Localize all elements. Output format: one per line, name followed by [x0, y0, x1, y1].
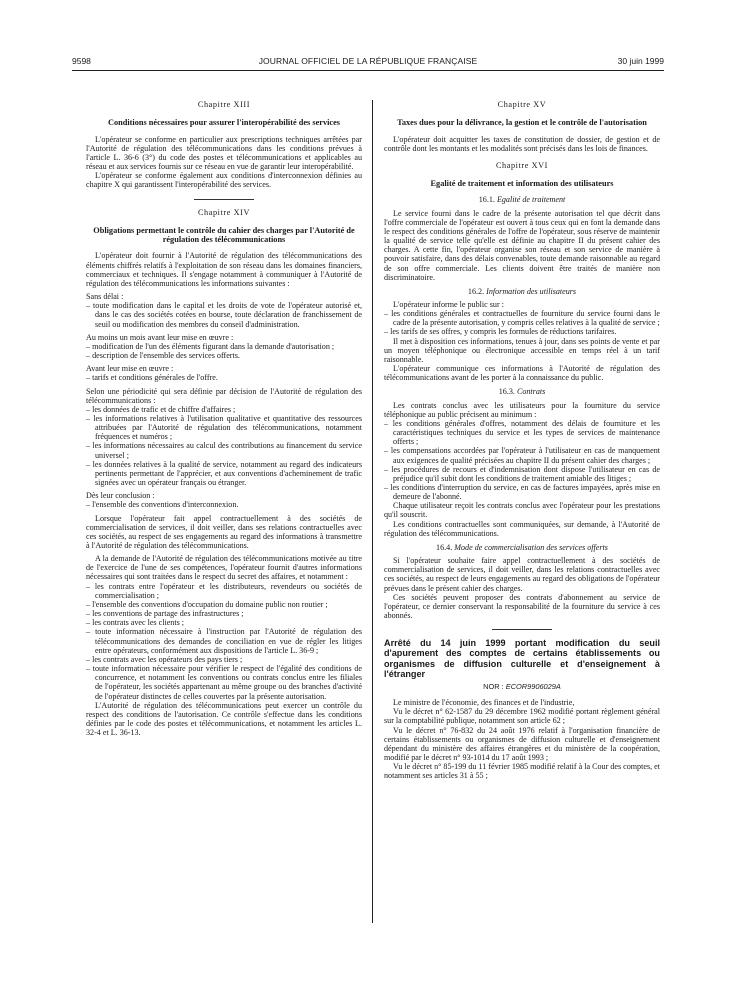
page-number: 9598 — [72, 56, 91, 66]
list-item: – les contrats entre l'opérateur et les distributeurs, revendeurs ou sociétés de commercialisation ; — [86, 582, 362, 600]
list-item: – les procédures de recours et d'indemnisation dont dispose l'utilisateur en cas de préjudice qu'il subit dont les conditions de traitement amiable des litiges ; — [384, 465, 660, 483]
paragraph: Vu le décret n° 62-1587 du 29 décembre 1962 modifié portant règlement général sur la comptabilité publique, notamment son article 62 ; — [384, 707, 660, 726]
paragraph: L'opérateur doit acquitter les taxes de constitution de dossier, de gestion et de contrôle dont les montants et les modalités sont précisés dans les lois de finances. — [384, 134, 660, 153]
paragraph: L'opérateur doit fournir à l'Autorité de régulation des télécommunications des éléments chiffrés relatifs à l'exploitation de son réseau dans les domaines financiers, commerciaux et techniques. Il s'engage notamment à communiquer à l'Autorité de régulation des télécommunications les informations suivantes : — [86, 251, 362, 288]
section-16-2-heading: 16.2. Information des utilisateurs — [467, 286, 577, 296]
list-item: – les conditions générales d'offres, notamment des délais de fourniture et les caractéristiques techniques du service et les types de services de maintenance offerts ; — [384, 419, 660, 446]
chapter-xvi-label: Chapitre XVI — [496, 160, 548, 170]
issue-date: 30 juin 1999 — [617, 56, 664, 66]
contracts-list — [384, 419, 660, 501]
list-item: – les conditions d'interruption du service, en cas de factures impayées, après mise en demeure de l'abonné. — [384, 483, 660, 501]
avant-list — [86, 373, 362, 382]
list-item: – l'ensemble des conventions d'interconnexion. — [86, 500, 362, 509]
paragraph: L'opérateur se conforme également aux conditions d'interconnexion définies au chapitre X qui garantissent l'interopérabilité des services. — [86, 171, 362, 190]
left-column — [86, 100, 362, 737]
chapter-xiii-title: Conditions nécessaires pour assurer l'interopérabilité des services — [107, 118, 340, 128]
list-item: – les conditions générales et contractuelles de fourniture du service fourni dans le cadre de la présente autorisation, y compris celles relatives à la qualité de service ; — [384, 309, 660, 327]
chapter-xiv-label: Chapitre XIV — [198, 207, 250, 217]
list-label: Au moins un mois avant leur mise en œuvre : — [86, 332, 234, 342]
list-item: – description de l'ensemble des services offerts. — [86, 351, 362, 360]
list-item: – les informations relatives à l'utilisation qualitative et quantitative des ressources attribuées par l'Autorité de régulation des télécommunications, notamment fréquences et numéros ; — [86, 414, 362, 441]
paragraph: Ces sociétés peuvent proposer des contrats d'abonnement au service de l'opérateur, ce dernier conservant la responsabilité de la fourniture du service à ces abonnés. — [384, 592, 660, 620]
paragraph: L'opérateur informe le public sur : — [393, 300, 504, 309]
arrete-title: Arrêté du 14 juin 1999 portant modification du seuil d'apurement des comptes de certains établissements ou organismes de diffusion culturelle et d'enseignement à l'étranger — [384, 638, 660, 679]
paragraph: L'opérateur communique ces informations à l'Autorité de régulation des télécommunications avant de les porter à la connaissance du public. — [384, 364, 660, 383]
conclusion-list — [86, 500, 362, 509]
list-item: – les données relatives à la qualité de service, notamment au regard des indicateurs pertinents permettant de l'apprécier, et aux conventions d'acheminement de trafic signées avec un opérateur français ou étranger. — [86, 460, 362, 487]
paragraph: Le service fourni dans le cadre de la présente autorisation tel que décrit dans l'offre commerciale de l'opérateur est ouvert à tous ceux qui en font la demande dans le respect des conditions générales de l'offre de l'opérateur, sous réserve de maintenir la qualité de service telle qu'elle est définie au chapitre II du présent cahier des charges. A cette fin, l'opérateur organise son réseau et son service de manière à pouvoir satisfaire, dans des délais convenables, toute demande raisonnable au regard de son offre commerciale. Les clients doivent être traités de manière non discriminatoire. — [384, 208, 660, 282]
section-16-4-heading: 16.4. Mode de commercialisation des services offerts — [436, 542, 608, 552]
nor-reference — [384, 682, 660, 691]
paragraph: Vu le décret n° 85-199 du 11 février 1985 modifié relatif à la Cour des comptes, et notamment ses articles 31 à 55 ; — [384, 762, 660, 781]
list-item: – les contrats avec les clients ; — [86, 618, 362, 627]
list-item: – les données de trafic et de chiffre d'affaires ; — [86, 405, 362, 414]
paragraph: Si l'opérateur souhaite faire appel contractuellement à des sociétés de commercialisation de services, il doit veiller, dans les relations contractuelles avec ces sociétés, au respect de leurs engagements au regard des obligations de l'opérateur prévues dans le présent cahier des charges. — [384, 556, 660, 593]
nor-label: NOR : — [483, 681, 504, 691]
list-item: – toute information nécessaire à l'instruction par l'Autorité de régulation des télécommunications des demandes de conciliation en vue de régler les litiges entre opérateurs, conformément aux dispositions de l'article L. 36-9 ; — [86, 627, 362, 654]
list-item: – les tarifs de ses offres, y compris les formules de réductions tarifaires. — [384, 327, 660, 336]
paragraph: L'opérateur se conforme en particulier aux prescriptions techniques arrêtées par l'Autorité de régulation des télécommunications dans les conditions prévues à l'article L. 36-6 (3°) du code des postes et télécommunications et applicables au réseau et aux services fournis sur ce réseau en vue de garantir leur interopérabilité. — [86, 134, 362, 172]
right-column — [384, 100, 660, 781]
column-divider — [372, 100, 373, 923]
chapter-xv-label: Chapitre XV — [497, 100, 547, 109]
list-item: – les conventions de partage des infrastructures ; — [86, 609, 362, 618]
paragraph: Les contrats conclus avec les utilisateurs pour la fourniture du service téléphonique au public précisent au minimum : — [384, 400, 660, 419]
section-separator — [492, 629, 552, 630]
paragraph: Vu le décret n° 76-832 du 24 août 1976 relatif à l'organisation financière de certains établissements ou organismes de diffusion culturelle et d'enseignement dépendant du ministère des affaires étrangères et du ministère de la coopération, modifié par le décret n° 93-1014 du 17 août 1993 ; — [384, 725, 660, 763]
paragraph: A la demande de l'Autorité de régulation des télécommunications motivée au titre de l'exercice de l'une de ses compétences, l'opérateur fournit d'autres informations nécessaires qui sont traitées dans le respect du secret des affaires, et notamment : — [86, 554, 362, 582]
list-label: Avant leur mise en œuvre : — [86, 364, 174, 374]
list-item: – les compensations accordées par l'opérateur à l'utilisateur en cas de manquement aux exigences de qualité précisées au chapitre II du présent cahier des charges ; — [384, 446, 660, 464]
section-16-3-heading: 16.3. Contrats — [498, 387, 546, 397]
chapter-xv-title: Taxes dues pour la délivrance, la gestion et le contrôle de l'autorisation — [397, 118, 647, 128]
list-item: – tarifs et conditions générales de l'offre. — [86, 373, 362, 382]
nor-code: ECOR9906029A — [505, 681, 561, 691]
info-list — [384, 309, 660, 336]
running-header — [72, 56, 664, 70]
paragraph: Selon une périodicité qui sera définie par décision de l'Autorité de régulation des télécommunications : — [86, 386, 362, 405]
list-item: – toute information nécessaire pour vérifier le respect de l'égalité des conditions de concurrence, et notamment les conventions ou contrats conclus entre les filiales de l'opérateur, les sociétés appartenant au même groupe ou des branches d'activité de l'opérateur distinctes de celles couvertes par la présente autorisation. — [86, 664, 362, 701]
section-16-1-heading: 16.1. Egalité de traitement — [478, 195, 566, 205]
list-item: – les informations nécessaires au calcul des contributions au financement du service universel ; — [86, 441, 362, 459]
list-item: – les contrats avec les opérateurs des pays tiers ; — [86, 655, 362, 664]
chapter-xvi-title: Egalité de traitement et information des utilisateurs — [430, 179, 614, 189]
header-rule — [72, 70, 664, 71]
sans-delai-list — [86, 301, 362, 328]
paragraph: Chaque utilisateur reçoit les contrats conclus avec l'opérateur pour les prestations qu'il souscrit. — [384, 501, 660, 520]
periodicite-list — [86, 405, 362, 487]
un-mois-list — [86, 342, 362, 360]
list-item: – modification de l'un des éléments figurant dans la demande d'autorisation ; — [86, 342, 362, 351]
demande-list — [86, 582, 362, 701]
list-item: – toute modification dans le capital et les droits de vote de l'opérateur autorisé et, dans le cas des sociétés cotées en bourse, toute déclaration de franchissement de seuil ou modification des membres du conseil d'administration. — [86, 301, 362, 328]
chapter-xiv-title: Obligations permettant le contrôle du cahier des charges par l'Autorité de régulation des télécommunications — [93, 225, 355, 245]
list-item: – l'ensemble des conventions d'occupation du domaine public non routier ; — [86, 600, 362, 609]
chapter-xiii-label: Chapitre XIII — [197, 100, 251, 109]
section-separator — [194, 199, 254, 200]
paragraph: Il met à disposition ces informations, tenues à jour, dans ses points de vente et par un moyen téléphonique ou électronique accessible en temps réel à un tarif raisonnable. — [384, 336, 660, 364]
journal-title: JOURNAL OFFICIEL DE LA RÉPUBLIQUE FRANÇAISE — [258, 56, 478, 66]
list-label: Dès leur conclusion : — [86, 491, 155, 501]
paragraph: L'Autorité de régulation des télécommunications peut exercer un contrôle du respect des conditions de l'autorisation. Ce contrôle s'effectue dans les conditions définies par le code des postes et télécommunications, et notamment les articles L. 32-4 et L. 36-13. — [86, 700, 362, 738]
list-label: Sans délai : — [86, 292, 124, 302]
paragraph: Les conditions contractuelles sont communiquées, sur demande, à l'Autorité de régulation des télécommunications. — [384, 519, 660, 538]
paragraph: Lorsque l'opérateur fait appel contractuellement à des sociétés de commercialisation de services, il doit veiller, dans ses relations contractuelles avec ces sociétés, au respect de ses engagements au regard des informations à transmettre à l'Autorité de régulation des télécommunications. — [86, 513, 362, 550]
paragraph: Le ministre de l'économie, des finances et de l'industrie, — [393, 698, 575, 708]
